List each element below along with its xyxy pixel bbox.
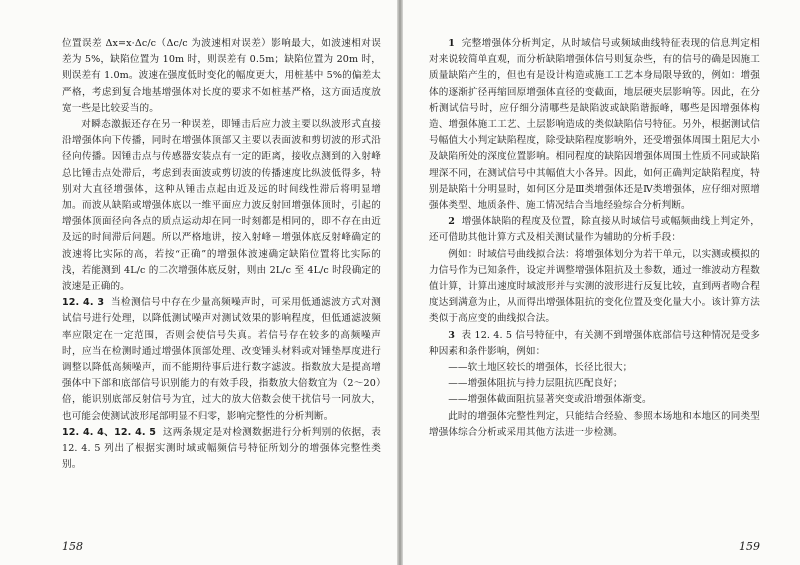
item-text: 完整增强体分析判定，从时域信号或频域曲线特征表现的信息判定相对来说较简单直观，而分析缺陷增强体信号则复杂些，有的信号的确是因施工质量缺陷产生的，但也有是设计构造或施工工艺本身局限导致的，例如：增强体的逐渐扩径再缩回原增强体直径的变截面，地层硬夹层影响等。因此，在分析测试信号时，应仔细分清哪些是缺陷波或缺陷谐振峰，哪些是因增强体构造、增强体施工工艺、土层影响造成的类似缺陷信号特征。另外，根据测试信号幅值大小判定缺陷程度，除受缺陷程度影响外，还受增强体周围土阻尼大小及缺陷所处的深度位置影响。相同程度的缺陷因增强体周围土性质不同或缺陷埋深不同，在测试信号中其幅值大小各异。因此，如何正确判定缺陷程度，特别是缺陷十分明显时，如何区分是Ⅲ类增强体还是Ⅳ类增强体，应仔细对照增强体类型、地质条件、施工情况结合当地经验综合分析判断。 — [429, 38, 760, 212]
example-paragraph: 例如：时域信号曲线拟合法：将增强体划分为若干单元，以实测或模拟的力信号作为已知条件，设定并调整增强体阻抗及土参数，通过一维波动方程数值计算，计算出速度时域波形并与实测的波形进行反复比较，直到两者吻合程度达到满意为止，从而得出增强体阻抗的变化位置及变化量大小。该计算方法类似于高应变的曲线拟合法。 — [429, 248, 760, 325]
section-text: 这两条规定是对检测数据进行分析判别的依据，表 12. 4. 5 列出了根据实测时域或幅频信号特征所划分的增强体完整性类别。 — [62, 426, 382, 471]
right-page — [403, 0, 800, 565]
item-3 — [429, 328, 760, 360]
item-number: 2 — [448, 216, 455, 228]
dash-item-2: ——增强体阻抗与持力层阻抗匹配良好； — [448, 378, 623, 390]
item-number: 3 — [448, 329, 455, 341]
item-2 — [429, 214, 760, 246]
section-number: 12. 4. 4、12. 4. 5 — [62, 426, 157, 438]
dash-item-1: ——软土地区较长的增强体，长径比很大； — [448, 362, 633, 374]
dash-item-3: ——增强体截面阻抗显著突变或沿增强体渐变。 — [448, 394, 652, 406]
left-paragraph-2: 对瞬态激振还存在另一种误差，即锤击后应力波主要以纵波形式直接沿增强体向下传播，同时在增强体顶部又主要以表面波和剪切波的形式沿径向传播。因锤击点与传感器安装点有一定的距离，接收点测到的入射峰总比锤击点处滞后，考虑到表面波或剪切波的传播速度比纵波低得多，特别对大直径增强体，这种从锤击点起由近及远的时间线性滞后将明显增加。而波从缺陷或增强体底以一维平面应力波反射回增强体顶时，引起的增强体顶面径向各点的质点运动却在同一时刻都是相同的，即不存在由近及远的时间滞后问题。所以严格地讲，按入射峰－增强体底反射峰确定的波速将比实际的高，若按“正确”的增强体波速确定缺陷位置将比实际的浅，若能测到 4L/c 的二次增强体底反射，则由 2L/c 至 4L/c 时段确定的波速是正确的。 — [62, 119, 381, 293]
item-text: 增强体缺陷的程度及位置，除直接从时域信号或幅频曲线上判定外，还可借助其他计算方式及相关测试量作为辅助的分析手段： — [429, 216, 760, 244]
item-text: 表 12. 4. 5 信号特征中，有关测不到增强体底部信号这种情况是受多种因素和条件影响，例如： — [429, 329, 760, 357]
closing-paragraph: 此时的增强体完整性判定，只能结合经验、参照本场地和本地区的同类型增强体综合分析或采用其他方法进一步检测。 — [429, 410, 760, 438]
page-number-right: 159 — [739, 540, 760, 553]
section-12-4-3 — [62, 295, 381, 425]
section-12-4-4 — [62, 425, 381, 474]
left-page — [0, 0, 397, 565]
item-number: 1 — [448, 38, 455, 49]
page-number-left: 158 — [62, 540, 83, 553]
section-text: 当检测信号中存在少量高频噪声时，可采用低通滤波方式对测试信号进行处理，以降低测试噪声对测试效果的影响程度，但低通滤波频率应限定在一定范围，否则会使信号失真。若信号存在较多的高频噪声时，应当在检测时通过增强体顶部处理、改变锤头材料或对锤垫厚度进行调整以降低高频噪声，而不能期待事后进行数字滤波。指数放大是提高增强体中下部和底部信号识别能力的有效手段，指数放大倍数宜为（2～20）倍，能识别底部反射信号为宜，过大的放大倍数会使干扰信号一同放大，也可能会使测试波形尾部明显不归零，影响完整性的分析判断。 — [62, 297, 381, 422]
left-paragraph-1: 位置误差 Δx=x·Δc/c（Δc/c 为波速相对误差）影响最大，如波速相对误差为 5%，缺陷位置为 10m 时，则误差有 0.5m；缺陷位置为 20m 时，则误差有 1.0m。波速在强度低时变化的幅度更大，用桩基中 5%的偏差太严格，考虑到复合地基增强体对长度的要求不如桩基严格，这方面适度放宽一些是比较妥当的。 — [62, 38, 381, 114]
item-1 — [429, 36, 760, 214]
section-number: 12. 4. 3 — [62, 297, 105, 309]
